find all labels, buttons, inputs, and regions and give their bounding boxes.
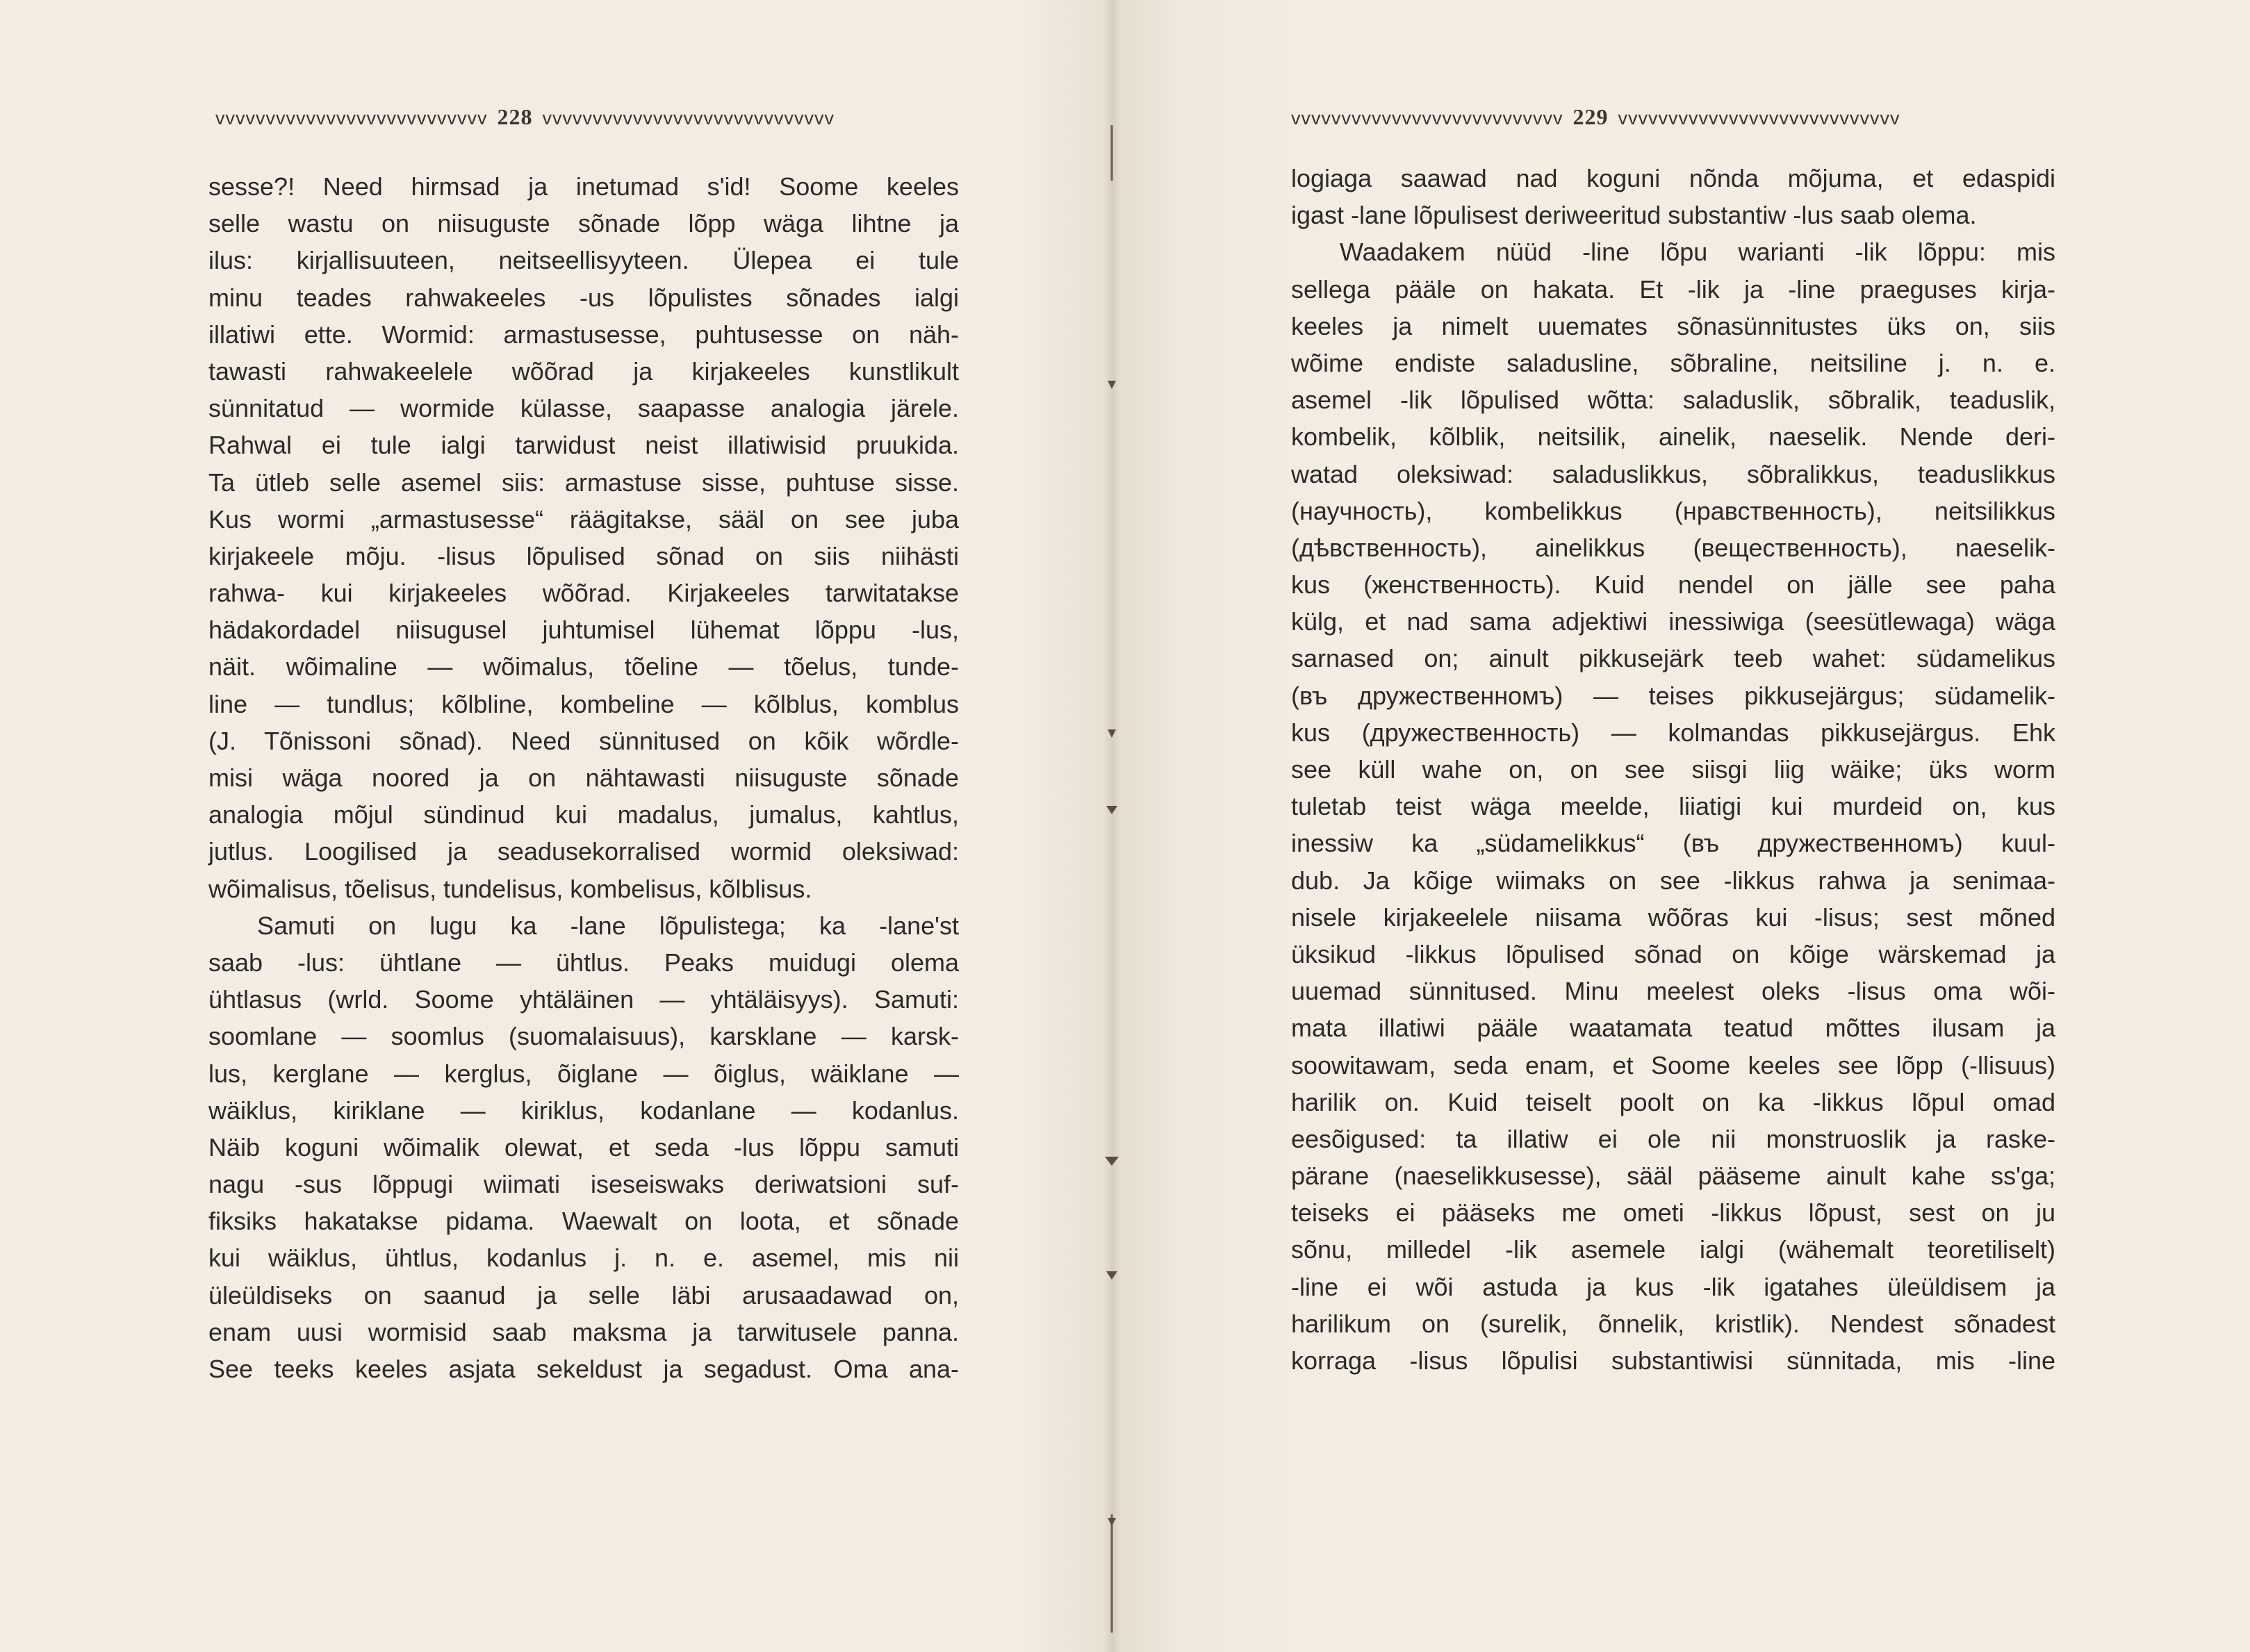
text-line: wäiklus, kiriklane — kiriklus, kodanlane — kodanlus. [208,1096,959,1125]
text-line: soowitawam, seda enam, et Soome keeles see lõpp (-llisuus) [1291,1050,2055,1080]
text-line: kui wäiklus, ühtlus, kodanlus j. n. e. asemel, mis nii [208,1244,959,1273]
text-line: nagu -sus lõppugi wiimati iseseiswaks deriwatsioni suf- [208,1170,959,1199]
text-line: inessiw ka „südamelikkus“ (въ дружественномъ) kuul- [1291,829,2055,858]
text-line: tuletab teist wäga meelde, liiatigi kui murdeid on, kus [1291,792,2055,821]
text-line: näit. wõimaline — wõimalus, tõeline — tõelus, tunde- [208,652,959,682]
text-line: see küll wahe on, on see siisgi liig wäike; üks worm [1291,755,2055,784]
text-line: saab -lus: ühtlane — ühtlus. Peaks muidugi olema [208,948,959,977]
page-number: 228 [497,104,533,129]
header-ornament-left: vvvvvvvvvvvvvvvvvvvvvvvvvvv [1291,108,1563,129]
text-line: külg, et nad sama adjektiwi inessiwiga (seesütlewaga) wäga [1291,607,2055,636]
page-number: 229 [1572,104,1609,129]
text-line: üksikud -likkus lõpulised sõnad on kõige wärskemad ja [1291,939,2055,968]
text-line: kombelik, kõlblik, neitsilik, ainelik, naeselik. Nende deri- [1291,422,2055,452]
text-line: logiaga saawad nad koguni nõnda mõjuma, et edaspidi [1291,164,2055,192]
text-line: selle wastu on niisuguste sõnade lõpp wäga lihtne ja [208,209,959,238]
text-line: Ta ütleb selle asemel siis: armastuse sisse, puhtuse sisse. [208,468,959,497]
text-line: -line ei wõi astuda ja kus -lik igatahes üleüldisem ja [1291,1272,2055,1301]
text-line: sünnitatud — wormide külasse, saapasse analogia järele. [208,394,959,423]
text-line: jutlus. Loogilised ja seadusekorralised wormid oleksiwad: [208,837,959,866]
header-ornament-left: vvvvvvvvvvvvvvvvvvvvvvvvvvv [215,108,488,129]
text-line: enam uusi wormisid saab maksma ja tarwitusele panna. [208,1317,959,1346]
text-line: mata illatiwi pääle waatamata teatud mõttes ilusam ja [1291,1014,2055,1043]
text-line: ilus: kirjallisuuteen, neitseellisyyteen. Ülepea ei tule [208,246,959,275]
text-line: (въ дружественномъ) — teises pikkusejärgus; südamelik- [1291,681,2055,710]
text-line: pärane (naeselikkusesse), sääl pääseme ainult kahe ss'ga; [1291,1162,2055,1191]
text-line: üleüldiseks on saanud ja selle läbi arusaadawad on, [208,1280,959,1310]
text-line: dub. Ja kõige wiimaks on see -likkus rahwa ja senimaa- [1291,866,2055,895]
text-line: sõnu, milledel -lik asemele ialgi (wähemalt teoretiliselt) [1291,1235,2055,1264]
left-page-header [215,104,966,130]
text-line: korraga -lisus lõpulisi substantiwisi sünnitada, mis -line [1291,1346,2055,1375]
text-line: lus, kerglane — kerglus, õiglane — õiglus, wäiklane — [208,1059,959,1088]
text-line: minu teades rahwakeeles -us lõpulistes sõnades ialgi [208,283,959,312]
header-ornament-right: vvvvvvvvvvvvvvvvvvvvvvvvvvvv [1618,108,1900,129]
stitch-knot [1108,1518,1116,1526]
right-page-body [1291,160,2055,1379]
header-ornament-right: vvvvvvvvvvvvvvvvvvvvvvvvvvvvv [542,108,835,129]
text-line: Rahwal ei tule ialgi tarwidust neist illatiwisid pruukida. [208,431,959,460]
stitch-knot [1108,381,1116,389]
text-line: Samuti on lugu ka -lane lõpulistega; ka -lane'st [257,911,959,940]
text-line: igast -lane lõpulisest deriweeritud substantiw -lus saab olema. [1291,201,1977,230]
stitch-knot [1106,1271,1117,1280]
right-page [1112,0,2250,1652]
stitch-knot [1105,1157,1119,1166]
text-line: fiksiks hakatakse pidama. Waewalt on loota, et sõnade [208,1207,959,1236]
text-line: See teeks keeles asjata sekeldust ja segadust. Oma ana- [208,1355,959,1383]
text-line: nisele kirjakeelele niisama wõõras kui -lisus; sest mõned [1291,902,2055,932]
text-line: (научность), kombelikkus (нравственность), neitsilikkus [1291,496,2055,525]
text-line: sarnased on; ainult pikkusejärk teeb wahet: südamelikus [1291,644,2055,673]
text-line: rahwa- kui kirjakeeles wõõrad. Kirjakeeles tarwitatakse [208,579,959,608]
text-line: misi wäga noored ja on nähtawasti niisuguste sõnade [208,763,959,792]
right-page-header [1291,104,2042,130]
text-line: eesõigused: ta illatiw ei ole nii monstruoslik ja raske- [1291,1124,2055,1153]
text-line: illatiwi ette. Wormid: armastusesse, puhtusesse on näh- [208,320,959,349]
text-line: ühtlasus (wrld. Soome yhtäläinen — yhtäläisyys). Samuti: [208,985,959,1014]
text-line: kus (дружественность) — kolmandas pikkusejärgus. Ehk [1291,718,2055,747]
text-line: Waadakem nüüd -line lõpu warianti -lik lõppu: mis [1340,238,2055,267]
left-page [0,0,1112,1652]
text-line: hädakordadel niisugusel juhtumisel lühemat lõppu -lus, [208,616,959,645]
text-line: teiseks ei pääseks me ometi -likkus lõpust, sest on ju [1291,1198,2055,1228]
text-line: line — tundlus; kõlbline, kombeline — kõlblus, komblus [208,689,959,718]
text-line: watad oleksiwad: saladuslikkus, sõbralikkus, teaduslikkus [1291,459,2055,488]
stitch-knot [1108,729,1116,738]
text-line: Näib koguni wõimalik olewat, et seda -lus lõppu samuti [208,1132,959,1162]
left-page-body [208,168,959,1387]
text-line: wõime endiste saladusline, sõbraline, neitsiline j. n. e. [1291,348,2055,377]
text-line: sesse?! Need hirmsad ja inetumad s'id! Soome keeles [208,172,959,201]
text-line: harilikum on (surelik, õnnelik, kristlik). Nendest sõnadest [1291,1309,2055,1338]
text-line: kus (женственность). Kuid nendel on jälle see paha [1291,570,2055,600]
text-line: uuemad sünnitused. Minu meelest oleks -lisus oma wõi- [1291,977,2055,1006]
binding-stitches [1098,0,1126,1652]
text-line: kirjakeele mõju. -lisus lõpulised sõnad on siis niihästi [208,541,959,570]
text-line: soomlane — soomlus (suomalaisuus), karsklane — karsk- [208,1022,959,1051]
text-line: tawasti rahwakeelele wõõrad ja kirjakeeles kunstlikult [208,356,959,386]
text-line: (J. Tõnissoni sõnad). Need sünnitused on kõik wõrdle- [208,726,959,755]
text-line: Kus wormi „armastusesse“ räägitakse, sääl on see juba [208,504,959,534]
text-line: keeles ja nimelt uuemates sõnasünnitustes üks on, siis [1291,311,2055,340]
text-line: wõimalisus, tõelisus, tundelisus, kombelisus, kõlblisus. [208,874,812,903]
text-line: harilik on. Kuid teiselt poolt on ka -likkus lõpul omad [1291,1087,2055,1116]
stitch-knot [1106,806,1117,814]
text-line: sellega pääle on hakata. Et -lik ja -line praeguses kirja- [1291,274,2055,304]
text-line: analogia mõjul sündinud kui madalus, jumalus, kahtlus, [208,800,959,829]
text-line: (дѣвственность), ainelikkus (вещественность), naeselik- [1291,533,2055,562]
text-line: asemel -lik lõpulised wõtta: saladuslik, sõbralik, teaduslik, [1291,386,2055,415]
